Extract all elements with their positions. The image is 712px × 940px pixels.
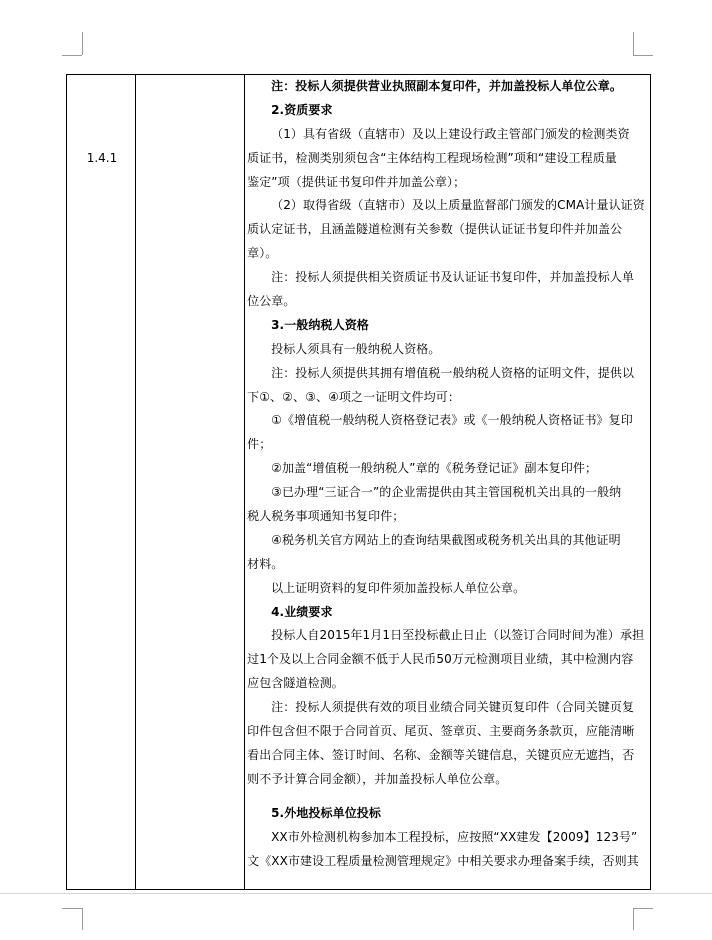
spacer [247,792,650,802]
paragraph-line: 投标人自2015年1月1日至投标截止日止（以签订合同时间为准）承担 [271,628,645,643]
crop-mark-top-right-v [633,32,634,55]
heading-external-bidder: 5.外地投标单位投标 [271,805,382,820]
requirements-text [245,75,650,873]
list-item: ④税务机关官方网站上的查询结果截图或税务机关出具的其他证明 [271,532,621,547]
list-item: 税人税务事项通知书复印件； [247,509,405,524]
heading-taxpayer: 3.一般纳税人资格 [271,317,369,332]
cell-empty [136,75,245,890]
paragraph-line: 以上证明资料的复印件须加盖投标人单位公章。 [271,580,526,595]
cell-content [245,75,651,890]
next-page [8,900,704,940]
note-line: 印件包含但不限于合同首页、尾页、签章页、主要商务条款页，应能清晰 [247,724,635,739]
crop-mark-top-right-h [633,55,653,56]
note-line: 注：投标人须提供相关资质证书及认证证书复印件，并加盖投标人单 [271,270,635,285]
cell-number [67,75,136,890]
page-separator [0,893,712,894]
note-line: 看出合同主体、签订时间、名称、金额等关键信息，关键页应无遮挡，否 [247,747,635,762]
heading-qualification: 2.资质要求 [271,102,333,117]
note-line: 则不予计算合同金额），并加盖投标人单位公章。 [247,771,508,786]
list-item: ③已办理“三证合一”的企业需提供由其主管国税机关出具的一般纳 [271,485,622,500]
paragraph-line: 过1个及以上合同金额不低于人民币50万元检测项目业绩，其中检测内容 [247,652,634,667]
list-item: 件； [247,437,272,452]
crop-mark-bottom-left-v [82,908,83,930]
paragraph-line: 鉴定”项（提供证书复印件并加盖公章）； [247,174,466,189]
note-line: 注：投标人须提供其拥有增值税一般纳税人资格的证明文件，提供以 [271,365,635,380]
list-item: 材料。 [247,556,284,571]
heading-performance: 4.业绩要求 [271,604,333,619]
paragraph-line: 章）。 [247,246,278,261]
requirements-table [66,74,651,890]
note-license: 注：投标人须提供营业执照副本复印件，并加盖投标人单位公章。 [271,79,622,93]
list-item: ②加盖“增值税一般纳税人”章的《税务登记证》副本复印件； [271,461,598,476]
paragraph-line: 应包含隧道检测。 [247,676,344,691]
paragraph-line: （2）取得省级（直辖市）及以上质量监督部门颁发的CMA计量认证资 [271,198,645,213]
crop-mark-top-left-h [62,55,82,56]
note-line: 下①、②、③、④项之一证明文件均可： [247,389,460,404]
paragraph-line: XX市外检测机构参加本工程投标，应按照“XX建发【2009】123号” [271,829,638,844]
crop-mark-bottom-right-v [633,908,634,930]
list-item: ①《增值税一般纳税人资格登记表》或《一般纳税人资格证书》复印 [271,413,633,428]
paragraph-line: 投标人须具有一般纳税人资格。 [271,341,441,356]
crop-mark-top-left-v [82,32,83,55]
row-number: 1.4.1 [86,151,118,165]
paragraph-line: 质认定证书，且涵盖隧道检测有关参数（提供认证证书复印件并加盖公 [247,222,623,237]
paragraph-line: 质证书，检测类别须包含“主体结构工程现场检测”项和“建设工程质量 [247,150,617,165]
note-line: 位公章。 [247,294,296,309]
table-row [67,75,651,890]
paragraph-line: 文《XX市建设工程质量检测管理规定》中相关要求办理备案手续，否则其 [247,853,639,868]
crop-mark-bottom-right-h [633,908,653,909]
crop-mark-bottom-left-h [62,908,82,909]
paragraph-line: （1）具有省级（直辖市）及以上建设行政主管部门颁发的检测类资 [271,126,630,141]
note-line: 注：投标人须提供有效的项目业绩合同关键页复印件（合同关键页复 [271,700,635,715]
